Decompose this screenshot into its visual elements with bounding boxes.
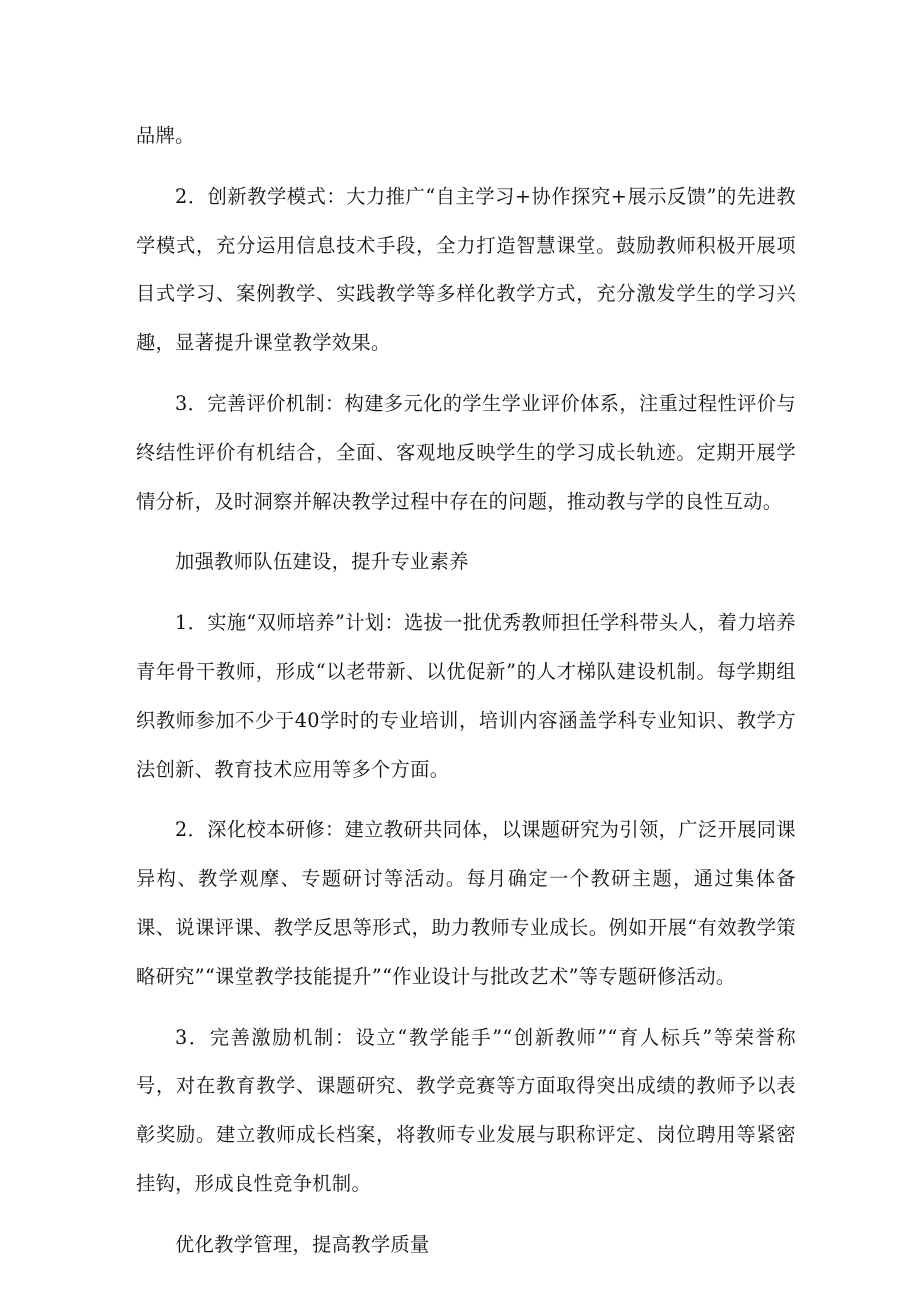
paragraph-evaluation-mechanism: 3．完善评价机制：构建多元化的学生学业评价体系，注重过程性评价与终结性评价有机结合，全面、客观地反映学生的学习成长轨迹。定期开展学情分析，及时洞察并解决教学过程中存在的问题，推动教与学的良性互动。	[136, 391, 796, 513]
paragraph-school-research: 2．深化校本研修：建立教研共同体，以课题研究为引领，广泛开展同课异构、教学观摩、专题研讨等活动。每月确定一个教研主题，通过集体备课、说课评课、教学反思等形式，助力教师专业成长。例如开展“有效教学策略研究”“课堂教学技能提升”“作业设计与批改艺术”等专题研修活动。	[136, 818, 796, 988]
paragraph-incentive-mechanism: 3．完善激励机制：设立“教学能手”“创新教师”“育人标兵”等荣誉称号，对在教育教学、课题研究、教学竞赛等方面取得突出成绩的教师予以表彰奖励。建立教师成长档案，将教师专业发展与职称评定、岗位聘用等紧密挂钩，形成良性竞争机制。	[136, 1025, 796, 1195]
paragraph-teaching-mode: 2．创新教学模式：大力推广“自主学习+协作探究+展示反馈”的先进教学模式，充分运用信息技术手段，全力打造智慧课堂。鼓励教师积极开展项目式学习、案例教学、实践教学等多样化教学方式，充分激发学生的学习兴趣，显著提升课堂教学效果。	[136, 184, 796, 355]
section-heading-teaching-management: 优化教学管理，提高教学质量	[175, 1232, 430, 1256]
paragraph-dual-mentor-plan: 1．实施“双师培养”计划：选拔一批优秀教师担任学科带头人，着力培养青年骨干教师，形成“以老带新、以优促新”的人才梯队建设机制。每学期组织教师参加不少于40学时的专业培训，培训内容涵盖学科专业知识、教学方法创新、教育技术应用等多个方面。	[136, 611, 796, 781]
paragraph-continuation: 品牌。	[136, 124, 195, 147]
section-heading-teacher-team: 加强教师队伍建设，提升专业素养	[175, 550, 469, 574]
document-body	[136, 112, 796, 1270]
